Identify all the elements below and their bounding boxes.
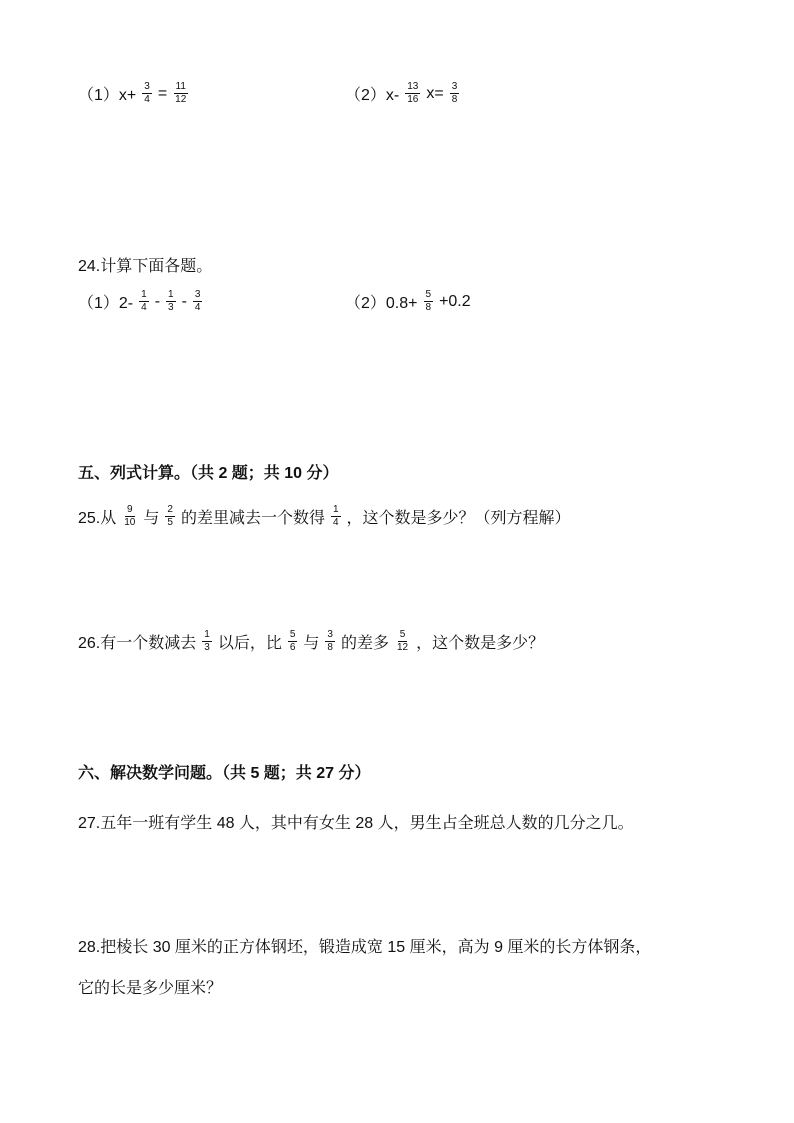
q23-part2: （2）x- $\frac{13}{16}$ x= $\frac{3}{8}$ bbox=[345, 81, 458, 105]
section-6-heading: 六、解决数学问题。（共 5 题；共 27 分） bbox=[78, 765, 371, 782]
q28-line1: 28.把棱长 30 厘米的正方体钢坯，锻造成宽 15 厘米，高为 9 厘米的长方体钢条， bbox=[78, 939, 652, 956]
q23-part1: （1）x+ $\frac{3}{4}$ = $\frac{11}{12}$ bbox=[78, 81, 187, 105]
q24-part1: （1）2- $\frac{1}{4}$ - $\frac{1}{3}$ - $\frac{3}{4}$ bbox=[78, 289, 201, 313]
q24-title: 24.计算下面各题。 bbox=[78, 258, 213, 275]
q24-part2: （2）0.8+ $\frac{5}{8}$ +0.2 bbox=[345, 289, 471, 313]
fraction: $\frac{11}{12}$ bbox=[175, 81, 187, 105]
section-5-heading: 五、列式计算。（共 2 题；共 10 分） bbox=[78, 465, 339, 482]
q26: 26.有一个数减去 $\frac{1}{3}$ 以后，比 $\frac{5}{6}$ 与 $\frac{3}{8}$ 的差多 $\frac{5}{12}$ ，这个数是多少？ bbox=[78, 629, 545, 653]
fraction: $\frac{2}{5}$ bbox=[167, 504, 173, 528]
fraction: $\frac{3}{4}$ bbox=[144, 81, 150, 105]
fraction: $\frac{1}{3}$ bbox=[204, 629, 210, 653]
fraction: $\frac{5}{12}$ bbox=[396, 629, 409, 653]
fraction: $\frac{3}{8}$ bbox=[327, 629, 333, 653]
fraction: $\frac{3}{4}$ bbox=[194, 289, 201, 313]
fraction: $\frac{3}{8}$ bbox=[451, 81, 458, 105]
fraction: $\frac{1}{4}$ bbox=[332, 504, 339, 528]
fraction: $\frac{13}{16}$ bbox=[407, 81, 419, 105]
q25: 25.从 $\frac{9}{10}$ 与 $\frac{2}{5}$ 的差里减去一个数得 $\frac{1}{4}$ ，这个数是多少？（列方程解） bbox=[78, 504, 571, 528]
q27: 27.五年一班有学生 48 人，其中有女生 28 人，男生占全班总人数的几分之几。 bbox=[78, 815, 634, 832]
fraction: $\frac{1}{4}$ bbox=[141, 289, 147, 313]
fraction: $\frac{9}{10}$ bbox=[124, 504, 136, 528]
fraction: $\frac{5}{8}$ bbox=[425, 289, 432, 313]
fraction: $\frac{1}{3}$ bbox=[168, 289, 174, 313]
q28-line2: 它的长是多少厘米？ bbox=[78, 980, 223, 997]
fraction: $\frac{5}{6}$ bbox=[289, 629, 296, 653]
